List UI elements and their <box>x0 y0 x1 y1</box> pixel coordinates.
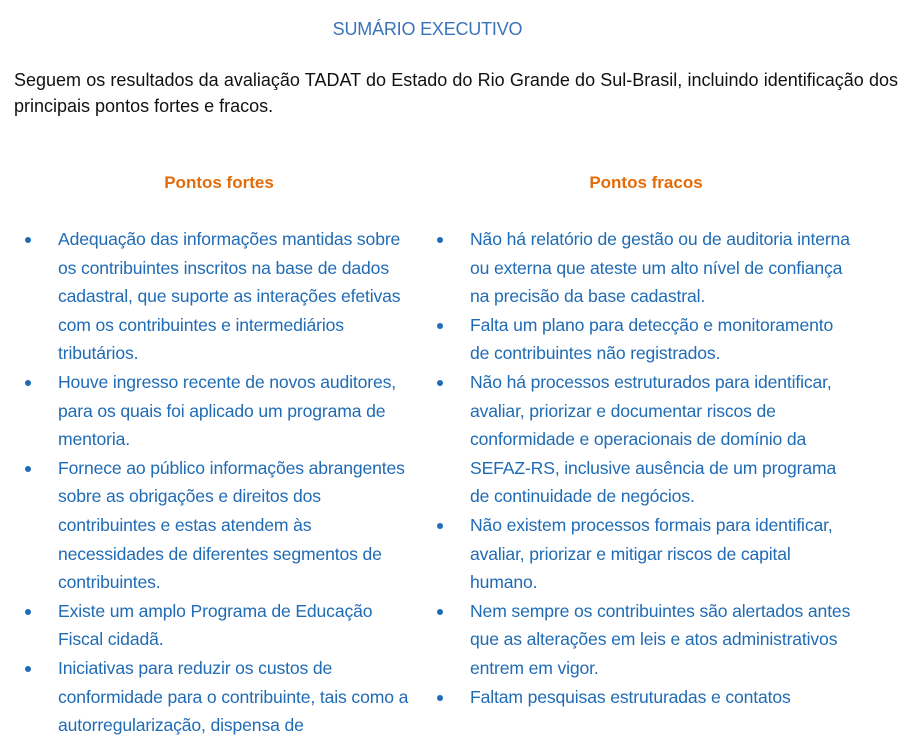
weaknesses-heading: Pontos fracos <box>589 173 703 192</box>
weakness-text: Nem sempre os contribuintes são alertados antes que as alterações em leis e atos administrativos entrem em vigor. <box>470 600 851 678</box>
weakness-text: Falta um plano para detecção e monitoramento de contribuintes não registrados. <box>470 314 834 364</box>
strength-item <box>24 454 416 597</box>
weaknesses-list <box>436 225 856 711</box>
weakness-text: Faltam pesquisas estruturadas e contatos <box>470 686 791 707</box>
strength-item <box>24 654 416 740</box>
bullet-icon <box>437 609 443 615</box>
bullet-icon <box>437 523 443 529</box>
bullet-icon <box>437 380 443 386</box>
bullet-icon <box>25 466 31 472</box>
weakness-text: Não existem processos formais para identificar, avaliar, priorizar e mitigar riscos de capital humano. <box>470 514 833 593</box>
strength-text: Existe um amplo Programa de Educação Fiscal cidadã. <box>58 600 373 650</box>
bullet-icon <box>25 609 31 615</box>
strength-text: Houve ingresso recente de novos auditores, para os quais foi aplicado um programa de mentoria. <box>58 371 396 450</box>
strength-text: Iniciativas para reduzir os custos de conformidade para o contribuinte, tais como a autorregularização, dispensa de <box>58 657 409 736</box>
bullet-icon <box>437 237 443 243</box>
weakness-item <box>436 311 856 368</box>
strengths-heading: Pontos fortes <box>164 173 274 192</box>
strength-item <box>24 225 416 368</box>
weakness-item <box>436 597 856 683</box>
bullet-icon <box>25 237 31 243</box>
weaknesses-column <box>436 171 856 711</box>
weakness-item <box>436 225 856 311</box>
weakness-text: Não há processos estruturados para identificar, avaliar, priorizar e documentar riscos de conformidade e operacionais de domínio da SEFAZ-RS, inclusive ausência de um programa de continuidade de negócios. <box>470 371 837 507</box>
strengths-list <box>24 225 416 740</box>
bullet-icon <box>25 380 31 386</box>
strength-text: Adequação das informações mantidas sobre os contribuintes inscritos na base de dados cadastral, que suporte as interações efetivas com os contribuintes e intermediários tributários. <box>58 229 401 364</box>
strength-text: Fornece ao público informações abrangentes sobre as obrigações e direitos dos contribuintes e estas atendem às necessidades de diferentes segmentos de contribuintes. <box>58 457 405 593</box>
intro-paragraph: Seguem os resultados da avaliação TADAT do Estado do Rio Grande do Sul-Brasil, incluindo identificação dos principais pontos fortes e fracos. <box>14 70 898 116</box>
bullet-icon <box>437 695 443 701</box>
page-title: SUMÁRIO EXECUTIVO <box>332 19 523 39</box>
strength-item <box>24 368 416 454</box>
weakness-text: Não há relatório de gestão ou de auditoria interna ou externa que ateste um alto nível de confiança na precisão da base cadastral. <box>470 229 850 307</box>
weakness-item <box>436 683 856 712</box>
bullet-icon <box>25 666 31 672</box>
weakness-item <box>436 511 856 597</box>
strength-item <box>24 597 416 654</box>
strengths-column <box>24 171 416 740</box>
bullet-icon <box>437 323 443 329</box>
weakness-item <box>436 368 856 511</box>
